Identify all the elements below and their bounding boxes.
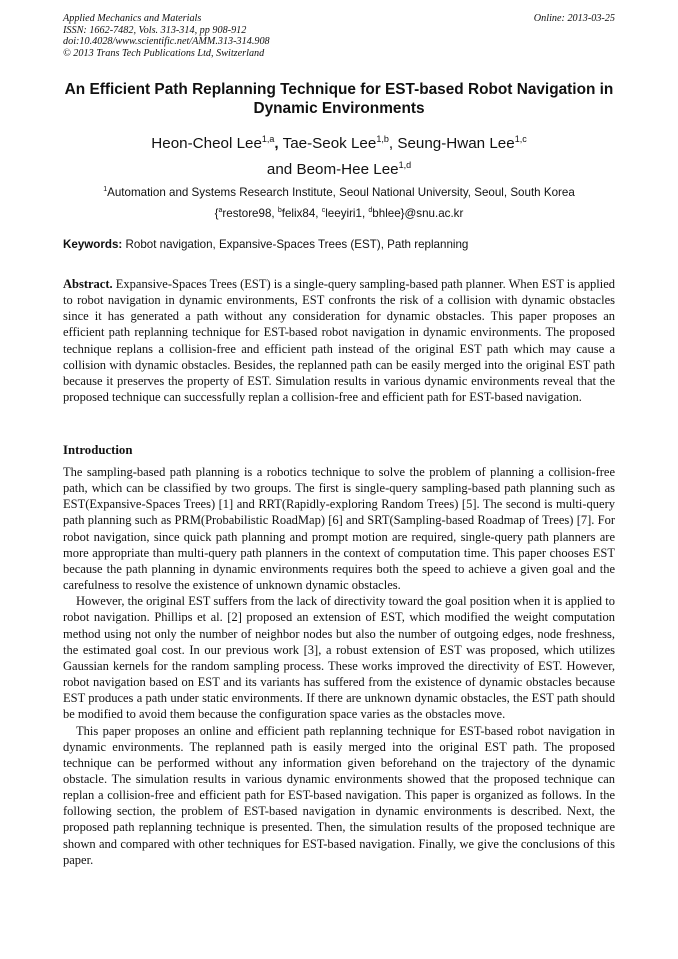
abstract-text: Expansive-Spaces Trees (EST) is a single-query sampling-based path planner. When EST is applied to robot navigation in dynamic environments, EST confronts the risk of a collision with dynamic obstacles since it has generated a path without any consideration for dynamic obstacles. This paper proposes an efficient path replanning technique for EST-based robot navigation in dynamic environments. The proposed technique replans a collision-free and efficient path instead of the original EST path which may cause a collision with dynamic obstacles. Besides, the replanned path can be easily merged into the original EST path because it preserves the property of EST. Simulation results in various dynamic environments reveal that the proposed technique can successfully replan a collision-free and efficient path for EST-based navigation. [63,277,616,405]
paper-title: An Efficient Path Replanning Technique for EST-based Robot Navigation in Dynamic Environments [64,81,614,117]
author-list: Heon-Cheol Lee$^{1,a}$, Tae-Seok Lee$^{1,b}$, Seung-Hwan Lee$^{1,c}$ and Beom-Hee Lee$^{1,d}$ [151,134,527,178]
email-line [58,203,620,224]
journal-name: Applied Mechanics and Materials [63,13,202,24]
keywords-line [63,237,615,253]
journal-header [63,13,270,59]
abstract-paragraph [63,276,615,405]
email-sup: c [321,207,326,214]
affiliation-line [58,182,620,203]
email-user: bhlee}@snu.ac.kr [372,207,464,220]
email-brace: { [214,207,219,220]
affiliation-block [58,182,620,224]
author-name: Seung-Hwan Lee [397,135,515,152]
author-affil-sup: 1,c [514,134,527,144]
intro-paragraph-2: However, the original EST suffers from the lack of directivity toward the goal position when it is applied to robot navigation. Phillips et al. [2] proposed an extension of EST, which modified the weight computation method using not only the number of neighbor nodes but also the number of outgoing edges, node freshness, the estimated goal cost. In our previous work [3], a robust extension of EST was proposed, which utilizes Gaussian kernels for the random sampling process. These works improved the directivity of EST. However, robot navigation based on EST and its variants has suffered from the existence of dynamic obstacles because EST produces a path under static environments. If there are unknown dynamic obstacles, the EST path should be modified to avoid them because the configuration space varies as the obstacles move. [63,594,615,722]
online-date: Online: 2013-03-25 [533,13,615,24]
issn-line: ISSN: 1662-7482, Vols. 313-314, pp 908-912 [63,24,247,36]
author-name: Heon-Cheol Lee [151,135,262,152]
email-sup: d [368,207,373,214]
email-sup: a [218,207,223,214]
section-heading-introduction: Introduction [63,443,133,457]
email-user: restore98, [222,207,278,220]
author-name: Beom-Hee Lee [296,161,399,178]
introduction-body [63,464,615,868]
affiliation-sup: 1 [103,186,108,193]
doi-line: doi:10.4028/www.scientific.net/AMM.313-314.908 [63,36,270,48]
email-user: leeyiri1, [325,207,369,220]
abstract-label: Abstract. [63,277,113,291]
copyright-line: © 2013 Trans Tech Publications Ltd, Switzerland [63,47,265,59]
keywords-text: Robot navigation, Expansive-Spaces Trees (EST), Path replanning [125,238,469,251]
affiliation-text: Automation and Systems Research Institute, Seoul National University, Seoul, South Korea [107,186,575,199]
intro-paragraph-3: This paper proposes an online and efficient path replanning technique for EST-based robot navigation in dynamic environments. The replanned path is easily merged into the original EST path. The proposed technique can be performed without any information given beforehand on the trajectory of the dynamic obstacle. The simulation results in various dynamic environments showed that the proposed technique can replan a collision-free and efficient path for EST-based navigation. This paper is organized as follows. In the following section, the problem of EST-based navigation in dynamic environments is described. Next, the proposed path replanning technique is presented. Then, the simulation results of the proposed technique are shown and compared with other techniques for EST-based navigation. Finally, we give the conclusions of this paper. [63,723,615,867]
author-affil-sup: 1,b [376,134,389,144]
author-conjunction: and [266,161,297,178]
author-name: Tae-Seok Lee [282,135,377,152]
author-affil-sup: 1,d [398,160,412,170]
email-sup: b [277,207,282,214]
intro-paragraph-1: The sampling-based path planning is a robotics technique to solve the problem of planning a collision-free path, which can be classified by two groups. The first is single-query sampling-based path planning such as EST(Expansive-Spaces Trees) [1] and RRT(Rapidly-exploring Random Trees) [5]. The second is multi-query path planning such as PRM(Probabilistic RoadMap) [6] and SRT(Sampling-based Roadmap of Trees) [7]. For robot navigation, since quick path planning and prompt motion are required, single-query path planners are more appropriate than multi-query path planners in the context of computation time. This paper chooses EST because the path planning in dynamic environments requires both the speed to achieve a given goal and the carefulness to resolve the existence of unknown dynamic obstacles. [63,465,615,593]
keywords-label: Keywords: [63,238,123,251]
author-affil-sup: 1,a [261,134,275,144]
email-user: felix84, [281,207,322,220]
